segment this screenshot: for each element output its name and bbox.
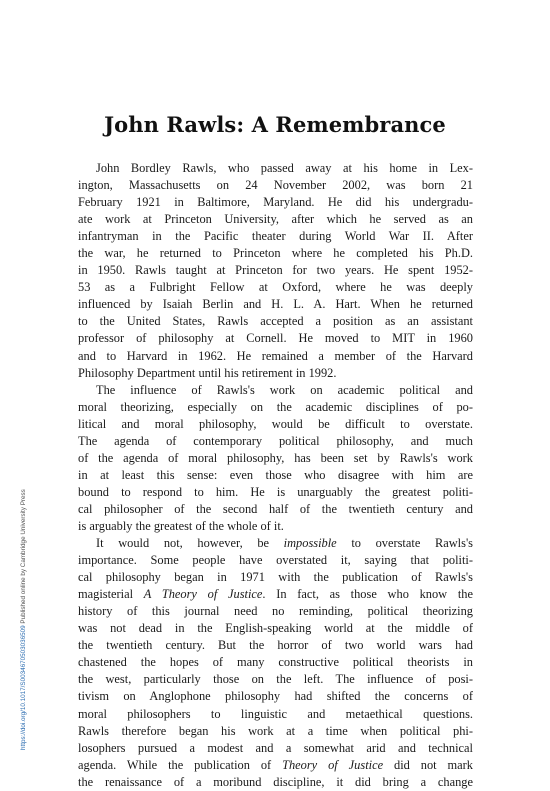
text-line — [78, 228, 473, 245]
text-run: bound to respond to him. He is unarguably the greatest politi- — [78, 484, 473, 499]
text-run: It would not, however, be — [96, 536, 284, 551]
text-run: importance. Some people have overstated it, saying that politi- — [78, 553, 473, 568]
text-run: to the United States, Rawls accepted a position as an assistant — [78, 314, 473, 329]
text-line — [78, 603, 473, 620]
text-line — [78, 365, 473, 382]
text-line — [78, 279, 473, 296]
text-line — [78, 262, 473, 279]
text-run: was not dead in the English-speaking world at the middle of — [78, 621, 473, 636]
text-run: tivism on Anglophone philosophy had shifted the concerns of — [78, 689, 473, 704]
text-line — [78, 586, 473, 603]
text-run: John Bordley Rawls, who passed away at his home in Lex- — [96, 161, 473, 175]
text-line — [78, 433, 473, 450]
text-line — [78, 671, 473, 688]
text-line — [78, 450, 473, 467]
text-run: agenda. While the publication of — [78, 757, 283, 772]
text-line — [78, 416, 473, 433]
text-run: losophers pursued a modest and a somewhat arid and technical — [78, 740, 473, 755]
article-title: John Rawls: A Remembrance — [104, 112, 446, 137]
text-run: ate work at Princeton University, after which he served as an — [78, 212, 473, 227]
text-line — [78, 723, 473, 740]
italic-text: impossible — [283, 536, 337, 551]
text-run: of the agenda of moral philosophy, has been set by Rawls's work — [78, 450, 473, 465]
text-line — [78, 194, 473, 211]
text-run: history of this journal need no reminding, political theorizing — [78, 604, 473, 619]
text-line — [78, 467, 473, 484]
text-run: did not mark — [383, 757, 473, 772]
text-run: magisterial — [78, 587, 144, 602]
text-run: the renaissance of a moribund discipline, it did bring a change — [78, 774, 473, 789]
doi-link[interactable]: https://doi.org/10.1017/S0034670503036509 — [20, 625, 27, 750]
text-line — [78, 552, 473, 569]
text-run: moral philosophers to linguistic and metaethical questions. — [78, 706, 473, 721]
text-line — [78, 654, 473, 671]
text-line — [78, 399, 473, 416]
text-run: litical and moral philosophy, would be difficult to overstate. — [78, 416, 473, 431]
text-line — [78, 177, 473, 194]
text-line — [78, 211, 473, 228]
text-line — [78, 706, 473, 723]
text-line — [78, 501, 473, 518]
text-line — [78, 569, 473, 586]
text-line — [78, 382, 473, 399]
text-run: professor of philosophy at Cornell. He moved to MIT in 1960 — [78, 331, 473, 346]
text-run: ington, Massachusetts on 24 November 2002, was born 21 — [78, 178, 473, 193]
text-line — [78, 330, 473, 347]
text-line — [78, 484, 473, 501]
text-run: Rawls therefore began his work at a time when political phi- — [78, 723, 473, 738]
text-run: in at least this sense: even those who disagree with him are — [78, 467, 473, 482]
text-run: influenced by Isaiah Berlin and H. L. A. Hart. When he returned — [78, 297, 473, 312]
text-line — [78, 160, 473, 177]
text-run: The influence of Rawls's work on academic political and — [96, 382, 473, 397]
text-line — [78, 757, 473, 774]
text-line — [78, 348, 473, 365]
text-run: The agenda of contemporary political philosophy, and much — [78, 433, 473, 448]
text-run: the war, he returned to Princeton where he completed his Ph.D. — [78, 246, 473, 261]
text-run: the twentieth century. But the horror of two world wars had — [78, 638, 473, 653]
text-run: moral theorizing, especially on the academic disciplines of po- — [78, 399, 473, 414]
text-run: February 1921 in Baltimore, Maryland. He did his undergradu- — [78, 195, 473, 210]
text-run: is arguably the greatest of the whole of it. — [78, 518, 284, 533]
doi-sidebar — [20, 489, 27, 750]
text-line — [78, 313, 473, 330]
text-line — [78, 740, 473, 757]
text-run: cal philosophy began in 1971 with the publication of Rawls's — [78, 570, 473, 585]
text-run: Philosophy Department until his retirement in 1992. — [78, 365, 337, 380]
text-line — [78, 518, 473, 535]
text-line — [78, 637, 473, 654]
text-run: infantryman in the Pacific theater during World War II. After — [78, 229, 473, 244]
text-run: 53 as a Fulbright Fellow at Oxford, where he was deeply — [78, 280, 473, 295]
text-run: chastened the hopes of many constructive political theorists in — [78, 655, 473, 670]
text-line — [78, 774, 473, 791]
text-run: . In fact, as those who know the — [262, 587, 473, 602]
article-body — [78, 160, 473, 791]
text-line — [78, 296, 473, 313]
text-run: the west, particularly those on the left. The influence of posi- — [78, 672, 473, 687]
text-line — [78, 245, 473, 262]
italic-text: Theory of Justice — [282, 757, 384, 772]
text-line — [78, 535, 473, 552]
text-line — [78, 688, 473, 705]
text-run: cal philosopher of the second half of the twentieth century and — [78, 501, 473, 516]
text-line — [78, 620, 473, 637]
text-run: to overstate Rawls's — [336, 536, 473, 551]
text-run: in 1950. Rawls taught at Princeton for two years. He spent 1952- — [78, 263, 473, 278]
text-run: and to Harvard in 1962. He remained a member of the Harvard — [78, 348, 473, 363]
published-note: Published online by Cambridge University Press — [20, 489, 27, 624]
italic-text: A Theory of Justice — [143, 587, 263, 602]
